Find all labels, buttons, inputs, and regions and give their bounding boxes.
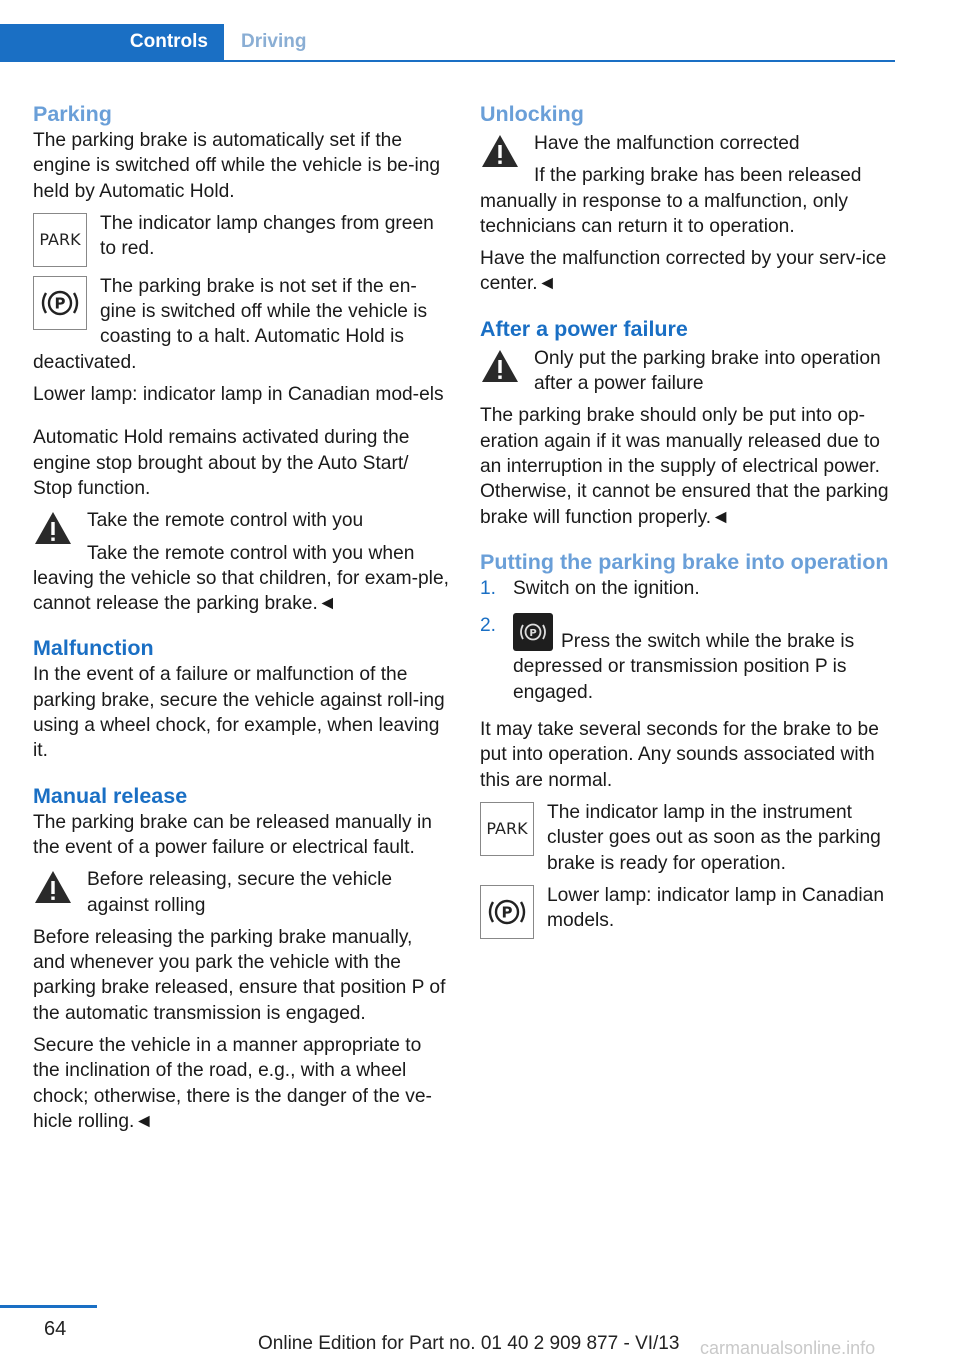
page-rule (0, 1305, 97, 1308)
parking-paragraph: The parking brake is automatically set if the engine is switched off while the vehicle is be-ing held by Automatic Hold. (33, 130, 441, 202)
warning-malfunction-body-inline: If the parking brake has been released (534, 165, 862, 187)
header-tabs (0, 0, 895, 62)
list-item (480, 613, 896, 705)
auto-hold-paragraph: Automatic Hold remains activated during the engine stop brought about by the Auto Start/ Stop function. (33, 427, 410, 499)
warning-remote-body: leaving the vehicle so that children, for exam-ple, cannot release the parking brake.◄ (33, 567, 449, 615)
step-content (513, 613, 896, 705)
park-icon-label: PARK (486, 819, 528, 839)
park-indicator-text: The indicator lamp changes from green to red. (100, 212, 434, 260)
warning-remote-body-inline: Take the remote control with you when (87, 542, 415, 564)
tab-driving[interactable]: Driving (241, 31, 307, 52)
warning-triangle-icon (33, 869, 73, 905)
park-indicator-text: The indicator lamp in the instrument cluster goes out as soon as the parking brake is ready for operation. (547, 801, 881, 874)
parking-lower-lamp: Lower lamp: indicator lamp in Canadian mod-els (33, 384, 444, 406)
parking-heading: Parking (33, 102, 112, 126)
park-indicator-icon (33, 213, 87, 267)
warning-rolling (33, 867, 449, 925)
p-circle-indicator-text: The parking brake is not set if the en-gine is switched off while the vehicle is coasting to a halt. Automatic Hold is (100, 275, 428, 348)
step-number: 2. (480, 615, 497, 637)
warning-malfunction (480, 131, 896, 189)
unlocking-heading: Unlocking (480, 102, 584, 126)
warning-triangle-icon (480, 133, 520, 169)
right-column (480, 100, 896, 946)
tab-controls[interactable]: Controls (0, 24, 224, 60)
watermark: carmanualsonline.info (700, 1338, 876, 1358)
warning-malfunction-title: Have the malfunction corrected (534, 133, 800, 154)
edition-footer: Online Edition for Part no. 01 40 2 909 877 - VI/13 (258, 1333, 680, 1354)
park-indicator-row-right (480, 800, 896, 876)
park-indicator-icon (480, 802, 534, 856)
warning-power-title: Only put the parking brake into operation after a power failure (534, 347, 881, 395)
parking-brake-lamp-icon (33, 276, 87, 330)
park-indicator-row (33, 211, 449, 267)
park-icon-label: PARK (39, 230, 81, 250)
p-circle-indicator-row (33, 274, 449, 350)
malfunction-heading: Malfunction (33, 636, 154, 661)
p-circle-indicator-row-right (480, 883, 896, 939)
warning-triangle-icon (480, 348, 520, 384)
page-number: 64 (44, 1318, 67, 1340)
warning-power-failure (480, 346, 896, 404)
warning-malfunction-body: manually in response to a malfunction, only technicians can return it to operation. (480, 190, 848, 237)
warning-rolling-title: Before releasing, secure the vehicle against rolling (87, 869, 393, 916)
svg-text:P: P (501, 903, 513, 922)
warning-remote-control (33, 508, 449, 566)
power-failure-heading: After a power failure (480, 316, 688, 341)
manual-release-paragraph: The parking brake can be released manually in the event of a power failure or electrical fault. (33, 811, 432, 858)
unlocking-paragraph: Have the malfunction corrected by your serv-ice center.◄ (480, 248, 887, 295)
step-text: Press the switch while the brake is depressed or transmission position P is engaged. (513, 631, 855, 703)
warning-remote-title: Take the remote control with you (87, 510, 364, 532)
svg-text:P: P (54, 294, 66, 313)
warning-triangle-icon (33, 510, 73, 546)
step-number: 1. (480, 577, 497, 599)
steps-list (480, 576, 896, 705)
svg-text:P: P (529, 628, 537, 640)
step-text: Switch on the ignition. (513, 577, 700, 599)
putting-into-operation-heading: Putting the parking brake into operation (480, 549, 889, 574)
warning-rolling-body: Before releasing the parking brake manually, and whenever you park the vehicle with the parking brake released, ensure that position P of the automatic transmission is engaged. (33, 926, 446, 1024)
parking-brake-switch-icon (513, 613, 553, 651)
p-circle-indicator-text: Lower lamp: indicator lamp in Canadian models. (547, 884, 885, 932)
header-rule (0, 60, 895, 62)
parking-deactivated: deactivated. (33, 351, 137, 373)
malfunction-paragraph: In the event of a failure or malfunction of the parking brake, secure the vehicle against roll-ing using a wheel chock, for example, when leaving it. (33, 664, 445, 762)
putting-paragraph: It may take several seconds for the brake to be put into operation. Any sounds associated with this are normal. (480, 719, 879, 791)
left-column (33, 100, 449, 1141)
list-item (480, 576, 896, 601)
warning-power-body: The parking brake should only be put into op-eration again if it was manually released due to an interruption in the supply of electrical power. Otherwise, it cannot be ensured that the parking brake will function properly.◄ (480, 405, 889, 528)
parking-brake-lamp-icon (480, 885, 534, 939)
manual-release-heading: Manual release (33, 783, 188, 808)
secure-vehicle-paragraph: Secure the vehicle in a manner appropriate to the inclination of the road, e.g., with a wheel chock; otherwise, there is the danger of the ve-hicle rolling.◄ (33, 1035, 432, 1132)
